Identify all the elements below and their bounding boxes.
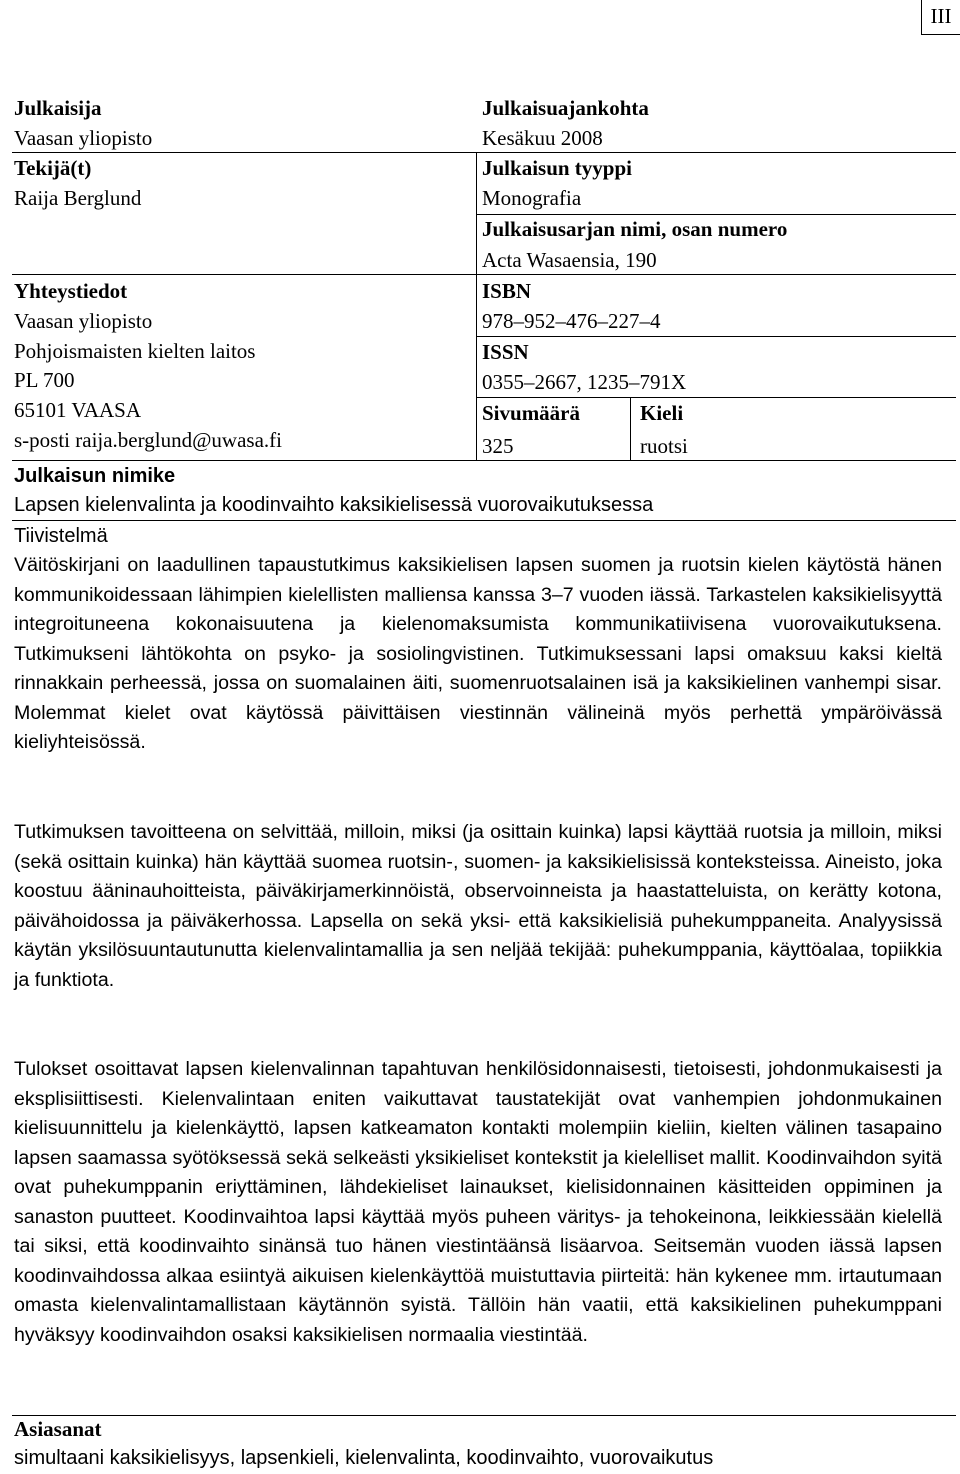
divider bbox=[476, 336, 956, 337]
contact-label: Yhteystiedot bbox=[14, 279, 128, 303]
type-label: Julkaisun tyyppi bbox=[482, 156, 632, 180]
divider bbox=[630, 397, 631, 460]
series-value: Acta Wasaensia, 190 bbox=[482, 248, 657, 272]
publisher-value: Vaasan yliopisto bbox=[14, 126, 153, 150]
date-label: Julkaisuajankohta bbox=[482, 96, 649, 120]
divider bbox=[12, 1415, 956, 1416]
abstract-paragraph: Tutkimuksen tavoitteena on selvittää, milloin, miksi (ja osittain kuinka) lapsi käyttää ruotsia ja milloin, miksi (sekä osittain kuinka) hän käyttää suomea ruotsin-, suomen- ja kaksikielisissä konteksteissa. Aineisto, joka koostuu ääninauhoitteista, päiväkirjamerkinnöistä, observoinneista ja haastatteluista, on kerätty kotona, päivähoidossa ja päiväkerhossa. Lapsella on sekä yksi- että kaksikielisiä puhekumppaneita. Analyysissä käytän yksilösuuntautunutta kielenvalintamallia ja sen neljää tekijää: puhekumppania, käyttöalaa, topiikkia ja funktiota. bbox=[14, 821, 942, 991]
divider bbox=[12, 520, 956, 521]
title-value: Lapsen kielenvalinta ja koodinvaihto kaksikielisessä vuorovaikutuksessa bbox=[14, 494, 654, 516]
type-value: Monografia bbox=[482, 186, 582, 210]
keywords-label: Asiasanat bbox=[14, 1417, 102, 1441]
contact-line: Vaasan yliopisto bbox=[14, 309, 153, 333]
contact-line: PL 700 bbox=[14, 368, 75, 392]
isbn-value: 978–952–476–227–4 bbox=[482, 309, 661, 333]
author-value: Raija Berglund bbox=[14, 186, 142, 210]
contact-line: Pohjoismaisten kielten laitos bbox=[14, 339, 256, 363]
title-label: Julkaisun nimike bbox=[14, 465, 176, 487]
language-label: Kieli bbox=[640, 401, 684, 425]
keywords-value: simultaani kaksikielisyys, lapsenkieli, kielenvalinta, koodinvaihto, vuorovaikutus bbox=[14, 1447, 714, 1469]
abstract-paragraph: Väitöskirjani on laadullinen tapaustutkimus kaksikielisen lapsen suomen ja ruotsin kielen käytöstä hänen kommunikoidessaan lähimpien kielellisten malliensa kanssa 3–7 vuoden iässä. Tarkastelen kaksikielisyyttä integroituneena kokonaisuutena ja kielenomaksumista kommunikatiivisena vuorovaikutuksena. Tutkimukseni lähtökohta on psyko- ja sosiolingvistinen. Tutkimuksessani lapsi omaksuu kaksi kieltä rinnakkain perheessä, jossa on suomalainen äiti, suomenruotsalainen isä ja kaksikielinen vanhempi sisar. Molemmat kielet ovat käytössä päivittäisen viestinnän välineinä myös perhettä ympäröivässä kieliyhteisössä. bbox=[14, 554, 942, 753]
isbn-label: ISBN bbox=[482, 279, 532, 303]
divider bbox=[476, 152, 477, 460]
series-label: Julkaisusarjan nimi, osan numero bbox=[482, 217, 788, 241]
issn-label: ISSN bbox=[482, 340, 529, 364]
author-label: Tekijä(t) bbox=[14, 156, 92, 180]
pages-value: 325 bbox=[482, 434, 514, 458]
abstract-paragraph: Tulokset osoittavat lapsen kielenvalinnan tapahtuvan henkilösidonnaisesti, tietoisesti, johdonmukaisesti ja eksplisiittisesti. Kielenvalintaan eniten vaikuttavat taustatekijät ovat vanhempien johdonmukainen kielisuunnittelu ja kielenkäyttö, lapsen katkeamaton kontakti molempiin kieliin, kielten välinen tasapaino lapsen saamassa syötöksessä sekä selkeästi yksikieliset kontekstit ja kielelliset mallit. Koodinvaihdon syitä ovat puhekumppanin eriyttäminen, lähdekieliset lainaukset, kielisidonnainen käsitteiden oppiminen ja sanaston puutteet. Koodinvaihtoa lapsi käyttää myös puheen väritys- ja tehokeinona, leikkiessään kielellä tai siksi, että koodinvaihto sinänsä tuo hänen viestintäänsä lisäarvoa. Seitsemän vuoden iässä lapsen koodinvaihdossa alkaa esiintyä aikuisen kielenkäyttöä muistuttavia piirteitä: hän kykenee mm. irtautumaan omasta kielenvalintamallistaan käytännön syistä. Tällöin hän vaatii, että kaksikielinen puhekumppani hyväksyy koodinvaihdon osaksi kaksikielisen normaalia viestintää. bbox=[14, 1058, 942, 1346]
contact-line: 65101 VAASA bbox=[14, 398, 142, 422]
publisher-label: Julkaisija bbox=[14, 96, 102, 120]
abstract-label: Tiivistelmä bbox=[14, 525, 108, 547]
contact-email: s-posti raija.berglund@uwasa.fi bbox=[14, 428, 282, 452]
page-number: III bbox=[921, 0, 960, 35]
date-value: Kesäkuu 2008 bbox=[482, 126, 603, 150]
issn-value: 0355–2667, 1235–791X bbox=[482, 370, 687, 394]
pages-label: Sivumäärä bbox=[482, 401, 581, 425]
language-value: ruotsi bbox=[640, 434, 688, 458]
